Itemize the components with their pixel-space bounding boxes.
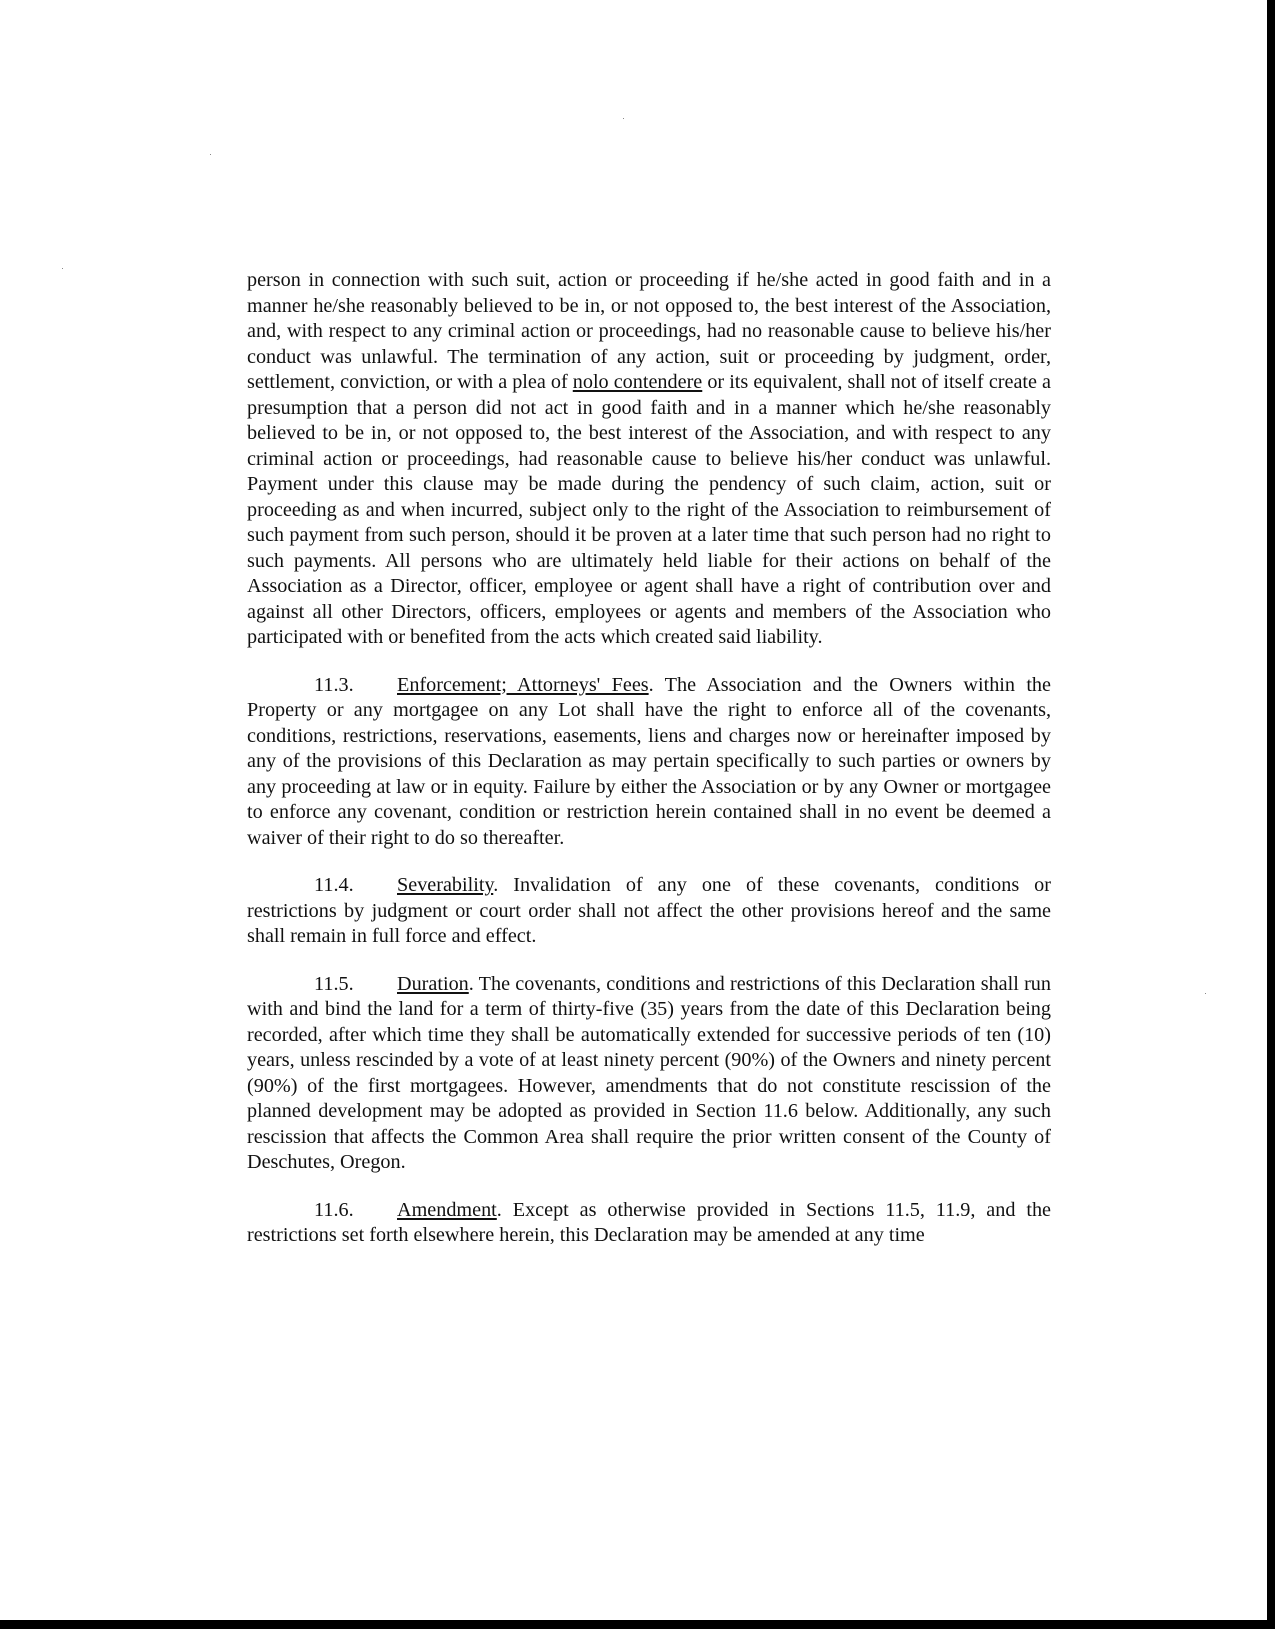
section-heading: Severability <box>397 874 494 896</box>
scan-speck <box>623 118 624 119</box>
section-heading: Enforcement; Attorneys' Fees <box>397 673 649 696</box>
scan-speck <box>1205 993 1206 994</box>
section-heading: Amendment <box>397 1198 497 1221</box>
document-body <box>247 268 1051 1271</box>
paragraph-text: person in connection with such suit, action or proceeding if he/she acted in good faith and in a manner he/she reasonably believed to be in, or not opposed to, the best interest of the Association, and, with respect to any criminal action or proceedings, had no reasonable cause to believe his/her conduct was unlawful. The termination of any action, suit or proceeding by judgment, order, settlement, conviction, or with a plea of <box>247 269 1051 393</box>
section-number: 11.6. <box>314 1198 354 1221</box>
section-number: 11.3. <box>314 673 354 696</box>
section-body: . The covenants, conditions and restrictions of this Declaration shall run with and bind the land for a term of thirty-five (35) years from the date of this Declaration being recorded, after which time they shall be automatically extended for successive periods of ten (10) years, unless rescinded by a vote of at least ninety percent (90%) of the Owners and ninety percent (90%) of the first mortgagees. However, amendments that do not constitute rescission of the planned development may be adopted as provided in Section 11.6 below. Additionally, any such rescission that affects the Common Area shall require the prior written consent of the County of Deschutes, Oregon. <box>247 972 1051 1173</box>
underlined-term: nolo contendere <box>572 371 703 393</box>
section-11-6 <box>247 1198 1051 1249</box>
section-body: . Except as otherwise provided in Sections 11.5, 11.9, and the restrictions set forth elsewhere herein, this Declaration may be amended at any time <box>247 1198 1051 1246</box>
section-number: 11.4. <box>314 874 354 896</box>
paragraph-text: or its equivalent, shall not of itself create a presumption that a person did not act in good faith and in a manner which he/she reasonably believed to be in, or not opposed to, the best interest of the Association, and with respect to any criminal action or proceedings, had reasonable cause to believe his/her conduct was unlawful. Payment under this clause may be made during the pendency of such claim, action, suit or proceeding as and when incurred, subject only to the right of the Association to reimbursement of such payment from such person, should it be proven at a later time that such person had no right to such payments. All persons who are ultimately held liable for their actions on behalf of the Association as a Director, officer, employee or agent shall have a right of contribution over and against all other Directors, officers, employees or agents and members of the Association who participated with or benefited from the acts which created said liability. <box>247 371 1052 648</box>
section-heading: Duration <box>397 972 469 995</box>
scan-speck <box>62 268 63 269</box>
scan-speck <box>210 154 211 155</box>
section-body: . Invalidation of any one of these covenants, conditions or restrictions by judgment or court order shall not affect the other provisions hereof and the same shall remain in full force and effect. <box>247 874 1051 947</box>
section-number: 11.5. <box>314 972 354 995</box>
section-11-4 <box>247 873 1051 950</box>
section-11-3 <box>247 673 1051 852</box>
section-11-5 <box>247 972 1051 1176</box>
continuation-paragraph <box>247 268 1051 651</box>
section-body: . The Association and the Owners within the Property or any mortgagee on any Lot shall have the right to enforce all of the covenants, conditions, restrictions, reservations, easements, liens and charges now or hereinafter imposed by any of the provisions of this Declaration as may pertain specifically to such parties or owners by any proceeding at law or in equity. Failure by either the Association or by any Owner or mortgagee to enforce any covenant, condition or restriction herein contained shall in no event be deemed a waiver of their right to do so thereafter. <box>247 673 1051 849</box>
